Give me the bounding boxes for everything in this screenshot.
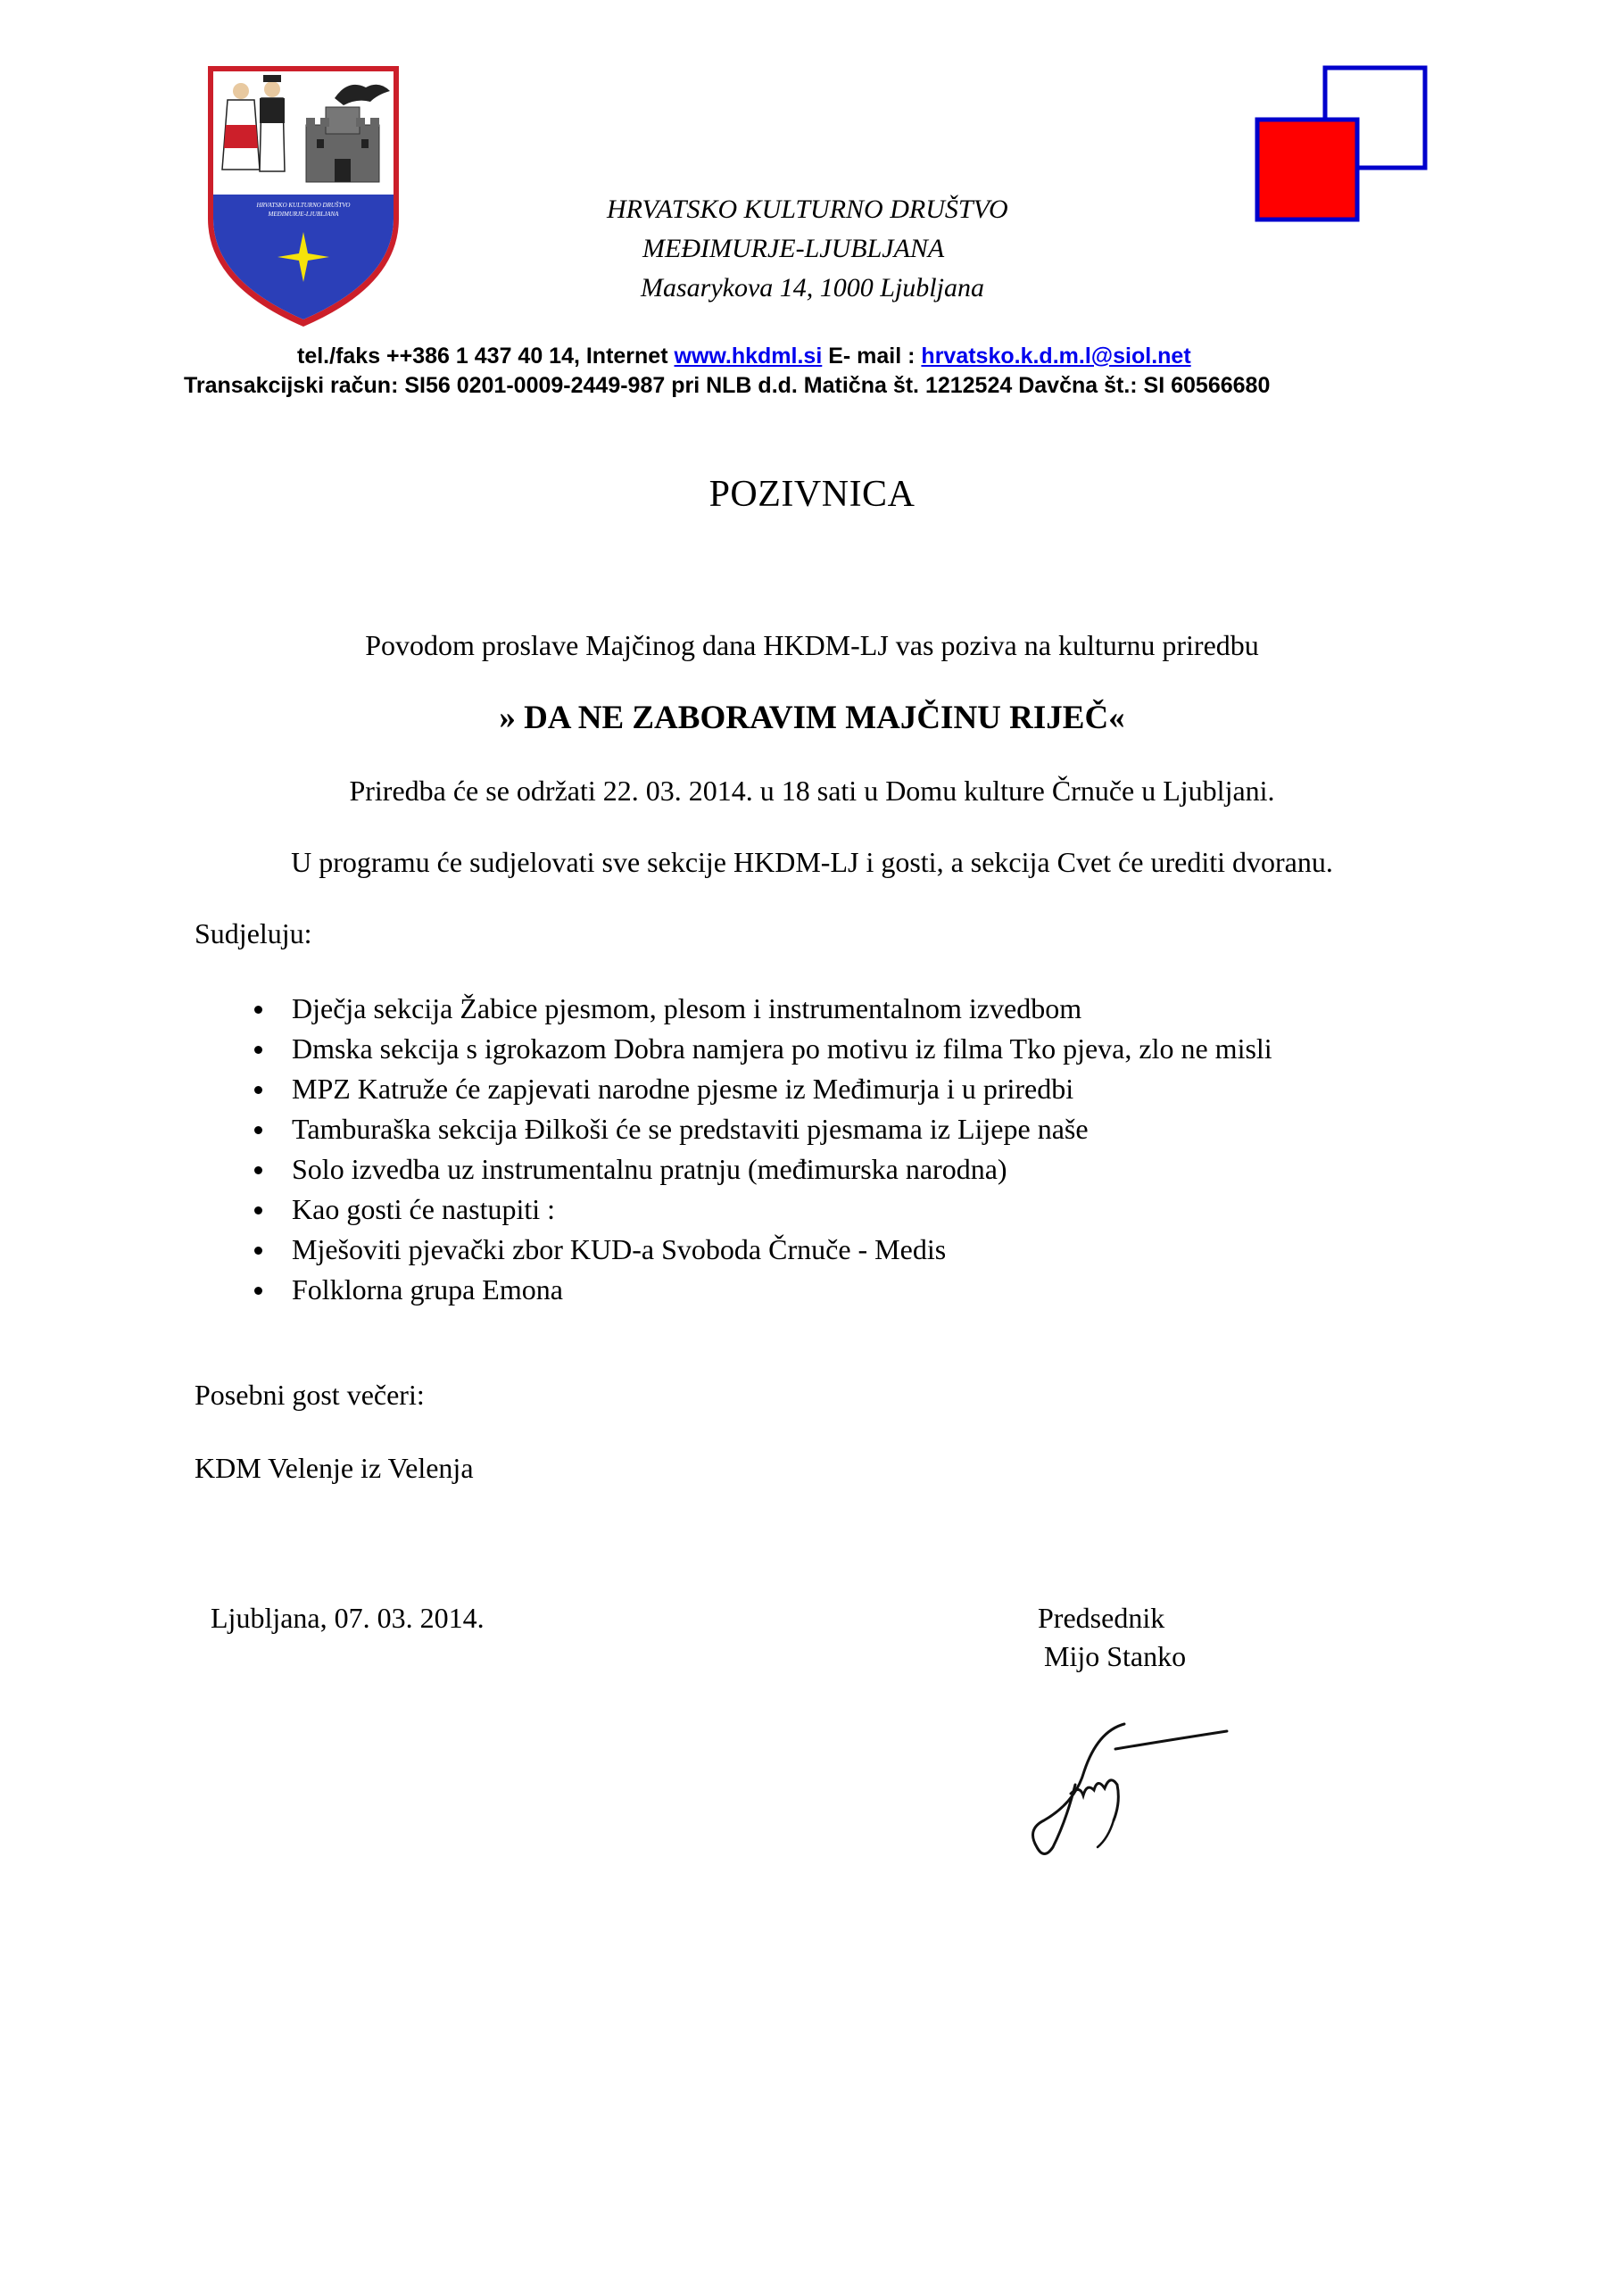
org-name-line2: MEĐIMURJE-LJUBLJANA — [642, 234, 945, 263]
list-item: MPZ Katruže će zapjevati narodne pjesme iz Međimurja i u priredbi — [254, 1069, 1272, 1109]
event-details: Priredba će se održati 22. 03. 2014. u 18 sati u Domu kulture Črnuče u Ljubljani. — [349, 775, 1275, 807]
org-name-line1: HRVATSKO KULTURNO DRUŠTVO — [607, 195, 1008, 224]
event-name: » DA NE ZABORAVIM MAJČINU RIJEČ« — [499, 700, 1125, 736]
list-item: Dmska sekcija s igrokazom Dobra namjera po motivu iz filma Tko pjeva, zlo ne misli — [254, 1029, 1272, 1069]
list-item: Dječja sekcija Žabice pjesmom, plesom i instrumentalnom izvedbom — [254, 989, 1272, 1029]
list-item: Kao gosti će nastupiti : — [254, 1189, 1272, 1230]
contact-line — [297, 344, 1191, 369]
email-link[interactable]: hrvatsko.k.d.m.l@siol.net — [921, 344, 1191, 369]
handwritten-signature — [990, 1678, 1258, 1896]
bank-info: Transakcijski račun: SI56 0201-0009-2449-987 pri NLB d.d. Matična št. 1212524 Davčna št.: SI 60566680 — [184, 373, 1271, 398]
program-text: U programu će sudjelovati sve sekcije HKDM-LJ i gosti, a sekcija Cvet će urediti dvoranu. — [291, 846, 1333, 878]
place-date: Ljubljana, 07. 03. 2014. — [211, 1602, 485, 1634]
svg-text:HRVATSKO KULTURNO DRUŠTVO: HRVATSKO KULTURNO DRUŠTVO — [256, 202, 351, 209]
list-item: Tamburaška sekcija Đilkoši će se predstaviti pjesmama iz Lijepe naše — [254, 1109, 1272, 1149]
participants-label: Sudjeluju: — [195, 917, 312, 949]
document-title: POZIVNICA — [708, 474, 916, 515]
list-item: Mješoviti pjevački zbor KUD-a Svoboda Črnuče - Medis — [254, 1230, 1272, 1270]
coat-of-arms-logo — [201, 62, 406, 330]
org-address: Masarykova 14, 1000 Ljubljana — [641, 273, 984, 303]
website-link[interactable]: www.hkdml.si — [674, 344, 823, 369]
participants-list — [254, 989, 1272, 1310]
special-guest: KDM Velenje iz Velenja — [195, 1452, 474, 1484]
signatory-name: Mijo Stanko — [1044, 1640, 1187, 1672]
list-item: Folklorna grupa Emona — [254, 1270, 1272, 1310]
svg-text:MEĐIMURJE-LJUBLJANA: MEĐIMURJE-LJUBLJANA — [268, 211, 339, 218]
squares-logo — [1254, 64, 1437, 229]
intro-text: Povodom proslave Majčinog dana HKDM-LJ vas poziva na kulturnu priredbu — [365, 629, 1259, 661]
email-label: E- mail : — [822, 344, 922, 369]
contact-phone: tel./faks ++386 1 437 40 14, Internet — [297, 344, 675, 369]
signatory-role: Predsednik — [1038, 1602, 1165, 1634]
list-item: Solo izvedba uz instrumentalnu pratnju (međimurska narodna) — [254, 1149, 1272, 1189]
special-guest-label: Posebni gost večeri: — [195, 1379, 425, 1411]
